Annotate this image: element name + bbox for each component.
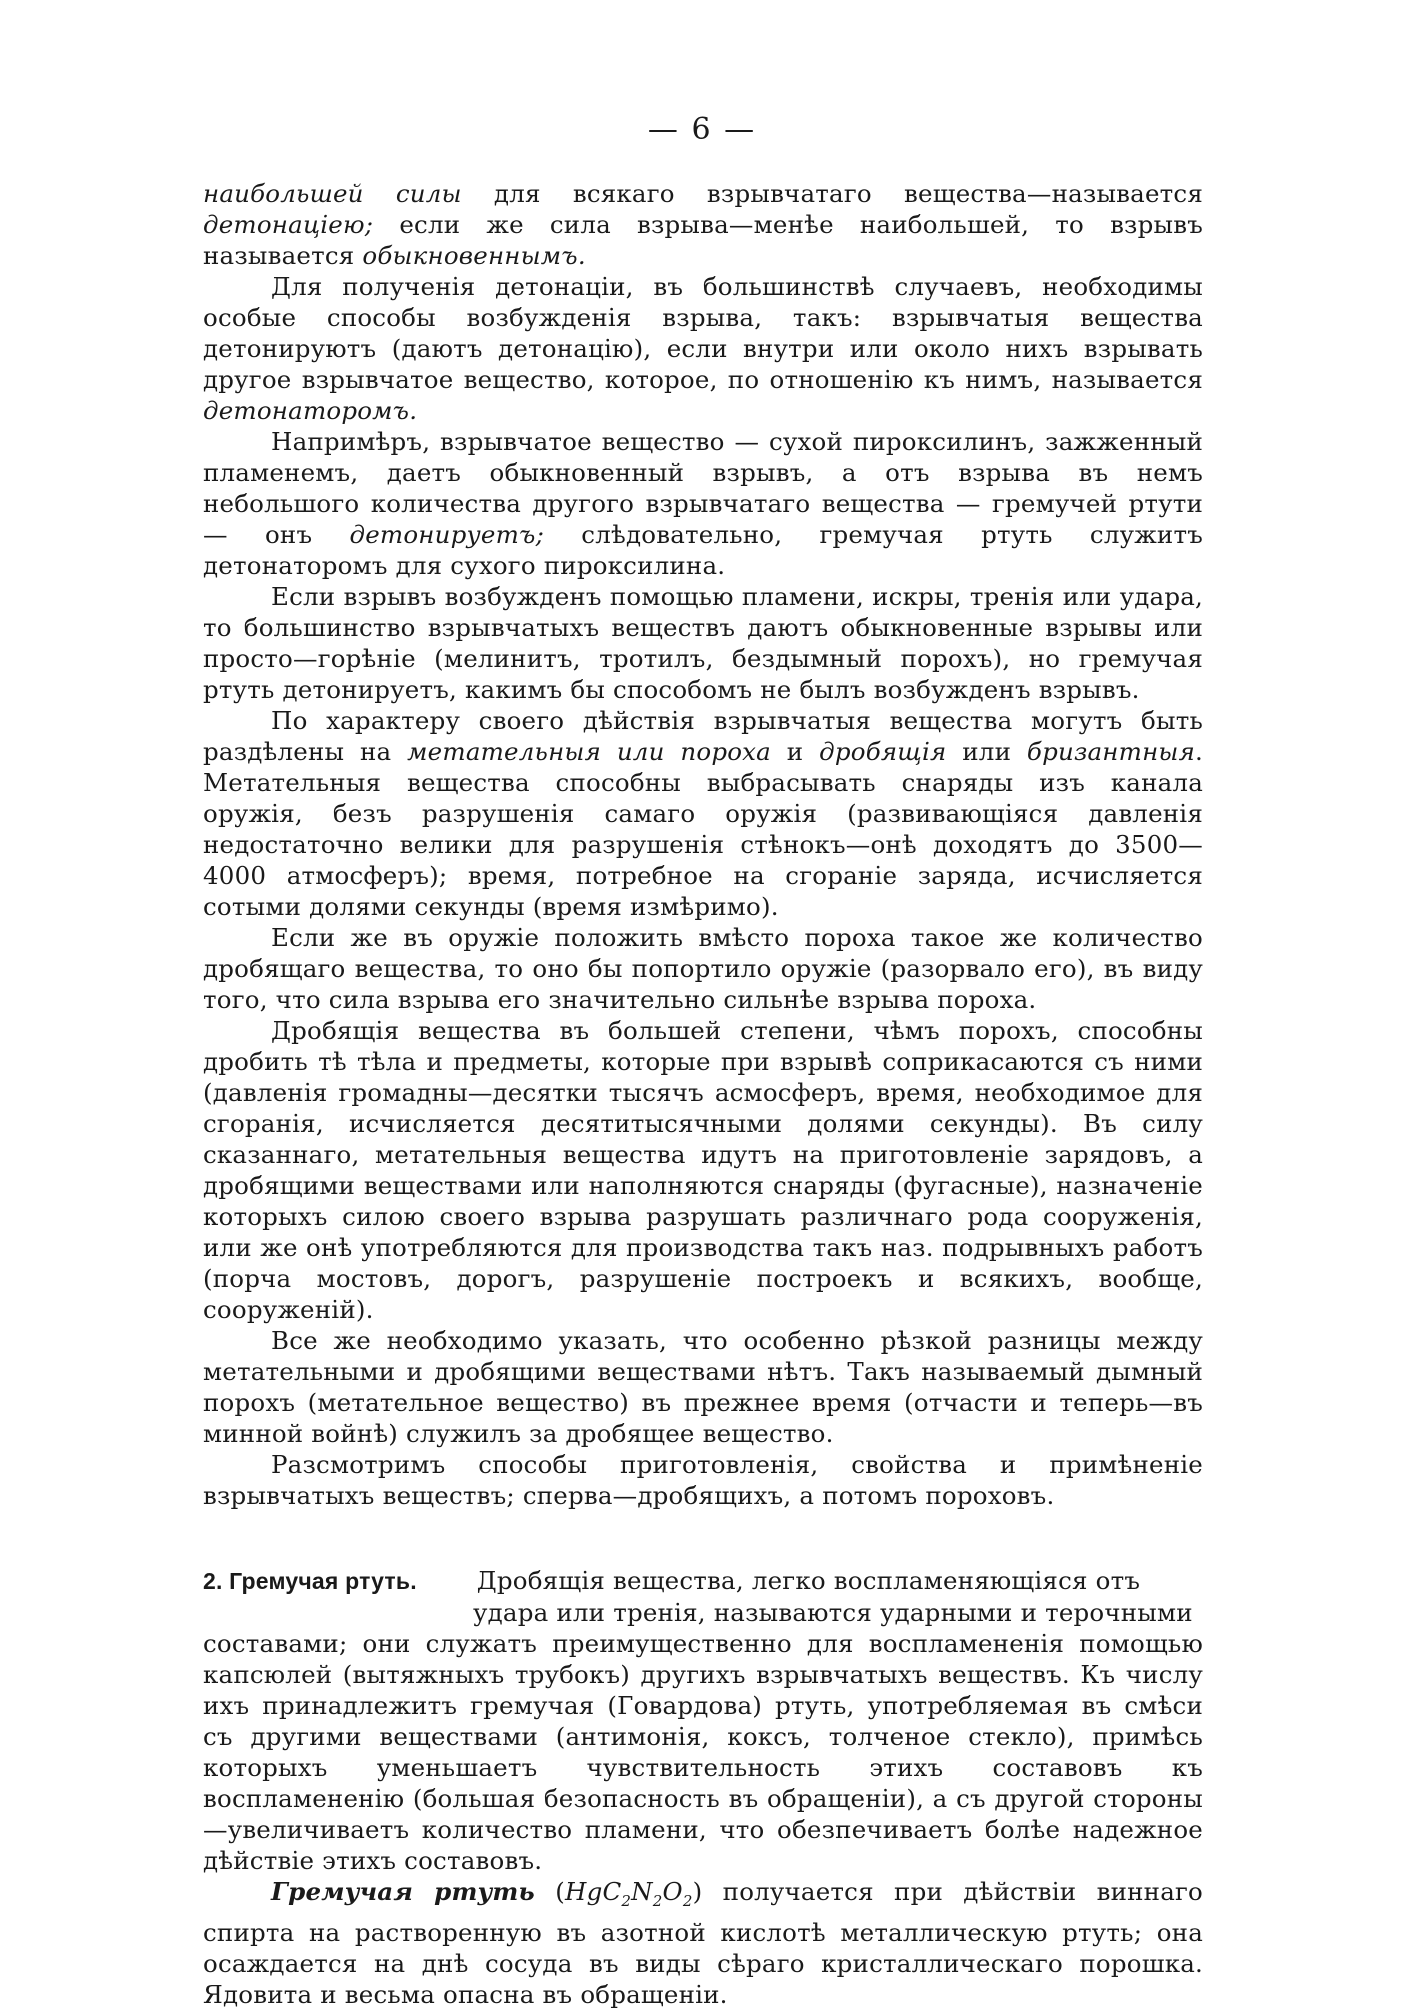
text-run: бризантныя [1026, 737, 1195, 766]
formula-subscript: 2 [621, 1891, 632, 1910]
section-second-line: удара или тренія, называются ударными и терочными [473, 1598, 1193, 1627]
text-run: обыкновеннымъ. [362, 241, 586, 270]
body-text [203, 178, 1203, 2010]
text-run: Дробящія вещества въ большей степени, чѣмъ порохъ, способны дробить тѣ тѣла и предметы, которые при взрывѣ соприкасаются съ ними (давленія громадны—десятки тысячъ асмосферъ, время, необходимое для сгоранія, исчисляется десятитысячными долями секунды). Въ силу сказаннаго, метательныя вещества идутъ на приготовленіе зарядовъ, а дробящими веществами или наполняются снаряды (фугасные), назначеніе которыхъ силою своего взрыва разрушать различнаго рода сооруженія, или же онѣ употребляются для производства такъ наз. подрывныхъ работъ (порча мостовъ, дорогъ, разрушеніе построекъ и всякихъ, вообще, сооруженій). [203, 1016, 1203, 1324]
text-run: Если взрывъ возбужденъ помощью пламени, искры, тренія или удара, то большинство взрывчатыхъ веществъ даютъ обыкновенные взрывы или просто—горѣніе (мелинитъ, тротилъ, бездымный порохъ), но гремучая ртуть детонируетъ, какимъ бы способомъ не былъ возбужденъ взрывъ. [203, 582, 1203, 704]
text-run: Для полученія детонаціи, въ большинствѣ случаевъ, необходимы особые способы возбужденія взрыва, такъ: взрывчатыя вещества детонируютъ (даютъ детонацію), если внутри или около нихъ взрывать другое взрывчатое вещество, которое, по отношенію къ нимъ, называется [203, 272, 1203, 394]
page-number: — 6 — [647, 112, 757, 147]
paragraph-p4 [203, 581, 1203, 705]
text-run: Если же въ оружіе положить вмѣсто пороха такое же количество дробящаго вещества, то оно бы попортило оружіе (разорвало его), въ виду того, что сила взрыва его значительно сильнѣе взрыва пороха. [203, 923, 1203, 1014]
formula-paragraph-rest: получается при дѣйствіи виннаго спирта на растворенную въ азотной кислотѣ металлическую ртуть; она осаждается на днѣ сосуда въ виды сѣраго кристаллическаго порошка. Ядовита и весьма опасна въ обращеніи. [203, 1877, 1204, 2009]
text-run: или [946, 737, 1027, 766]
paragraph-p6 [203, 922, 1203, 1015]
paragraph-p3 [203, 426, 1203, 581]
formula-element: O [662, 1877, 683, 1906]
text-run: для всякаго взрывчатаго вещества—называется [461, 179, 1203, 208]
paragraph-p1 [203, 178, 1203, 271]
text-run: если же сила взрыва—менѣе наибольшей, то взрывъ называется [203, 210, 1203, 270]
section-paragraph [203, 1565, 1203, 1876]
text-run: По характеру своего дѣйствія взрывчатыя вещества могутъ быть раздѣлены на [203, 706, 1203, 766]
formula-paragraph [203, 1876, 1203, 2010]
section-first-line: Дробящія вещества, легко воспламеняющіяся отъ [476, 1566, 1141, 1595]
chemical-formula [565, 1877, 693, 1910]
text-run: метательныя или пороха [407, 737, 771, 766]
section-rest: составами; они служатъ преимущественно для воспламененія помощью капсюлей (вытяжныхъ трубокъ) другихъ взрывчатыхъ веществъ. Къ числу ихъ принадлежитъ гремучая (Говардова) ртуть, употребляемая въ смѣси съ другими веществами (антимонія, коксъ, толченое стекло), примѣсь которыхъ уменьшаетъ чувствительность этихъ составовъ къ воспламененію (большая безопасность въ обращеніи), а съ другой стороны—увеличиваетъ количество пламени, что обезпечиваетъ болѣе надежное дѣйствіе этихъ составовъ. [203, 1629, 1203, 1875]
section-gremuchaya-rtut [203, 1565, 1203, 1876]
text-run: Разсмотримъ способы приготовленія, свойства и примѣненіе взрывчатыхъ веществъ; сперва—дробящихъ, а потомъ пороховъ. [203, 1450, 1203, 1510]
text-run: дробящія [819, 737, 947, 766]
text-run: . Метательныя вещества способны выбрасывать снаряды изъ канала оружія, безъ разрушенія самаго оружія (развивающіяся давленія недостаточно велики для разрушенія стѣнокъ—онѣ доходятъ до 3500—4000 атмосферъ); время, потребное на сгораніе заряда, исчисляется сотыми долями секунды (время измѣримо). [203, 737, 1203, 921]
paragraph-p2 [203, 271, 1203, 426]
paragraph-p8 [203, 1325, 1203, 1449]
text-run: и [770, 737, 820, 766]
text-run: детонаторомъ. [203, 396, 418, 425]
formula-subscript: 2 [652, 1891, 663, 1910]
formula-element: N [631, 1877, 653, 1906]
formula-close: ) [692, 1877, 703, 1906]
formula-subscript: 2 [682, 1891, 693, 1910]
text-run: детонируетъ; [349, 520, 545, 549]
text-run: Все же необходимо указать, что особенно рѣзкой разницы между метательными и дробящими веществами нѣтъ. Такъ называемый дымный порохъ (метательное вещество) въ прежнее время (отчасти и теперь—въ минной войнѣ) служилъ за дробящее вещество. [203, 1326, 1203, 1448]
text-run: слѣдовательно, гремучая ртуть служитъ детонаторомъ для сухого пироксилина. [203, 520, 1204, 580]
term-gremuchaya-rtut: Гремучая ртуть [271, 1877, 535, 1906]
formula-element: HgC [565, 1877, 622, 1906]
paragraph-list [203, 178, 1203, 1511]
paragraph-p9 [203, 1449, 1203, 1511]
text-run: детонаціею; [203, 210, 374, 239]
paragraph-p7 [203, 1015, 1203, 1325]
text-run: Напримѣръ, взрывчатое вещество — сухой пироксилинъ, зажженный пламенемъ, даетъ обыкновенный взрывъ, а отъ взрыва въ немъ небольшого количества другого взрывчатаго вещества — гремучей ртути — онъ [203, 427, 1203, 549]
section-heading: 2. Гремучая ртуть. [203, 1568, 417, 1594]
formula-open: ( [555, 1877, 565, 1906]
paragraph-p5 [203, 705, 1203, 922]
text-run: наибольшей силы [203, 179, 462, 208]
